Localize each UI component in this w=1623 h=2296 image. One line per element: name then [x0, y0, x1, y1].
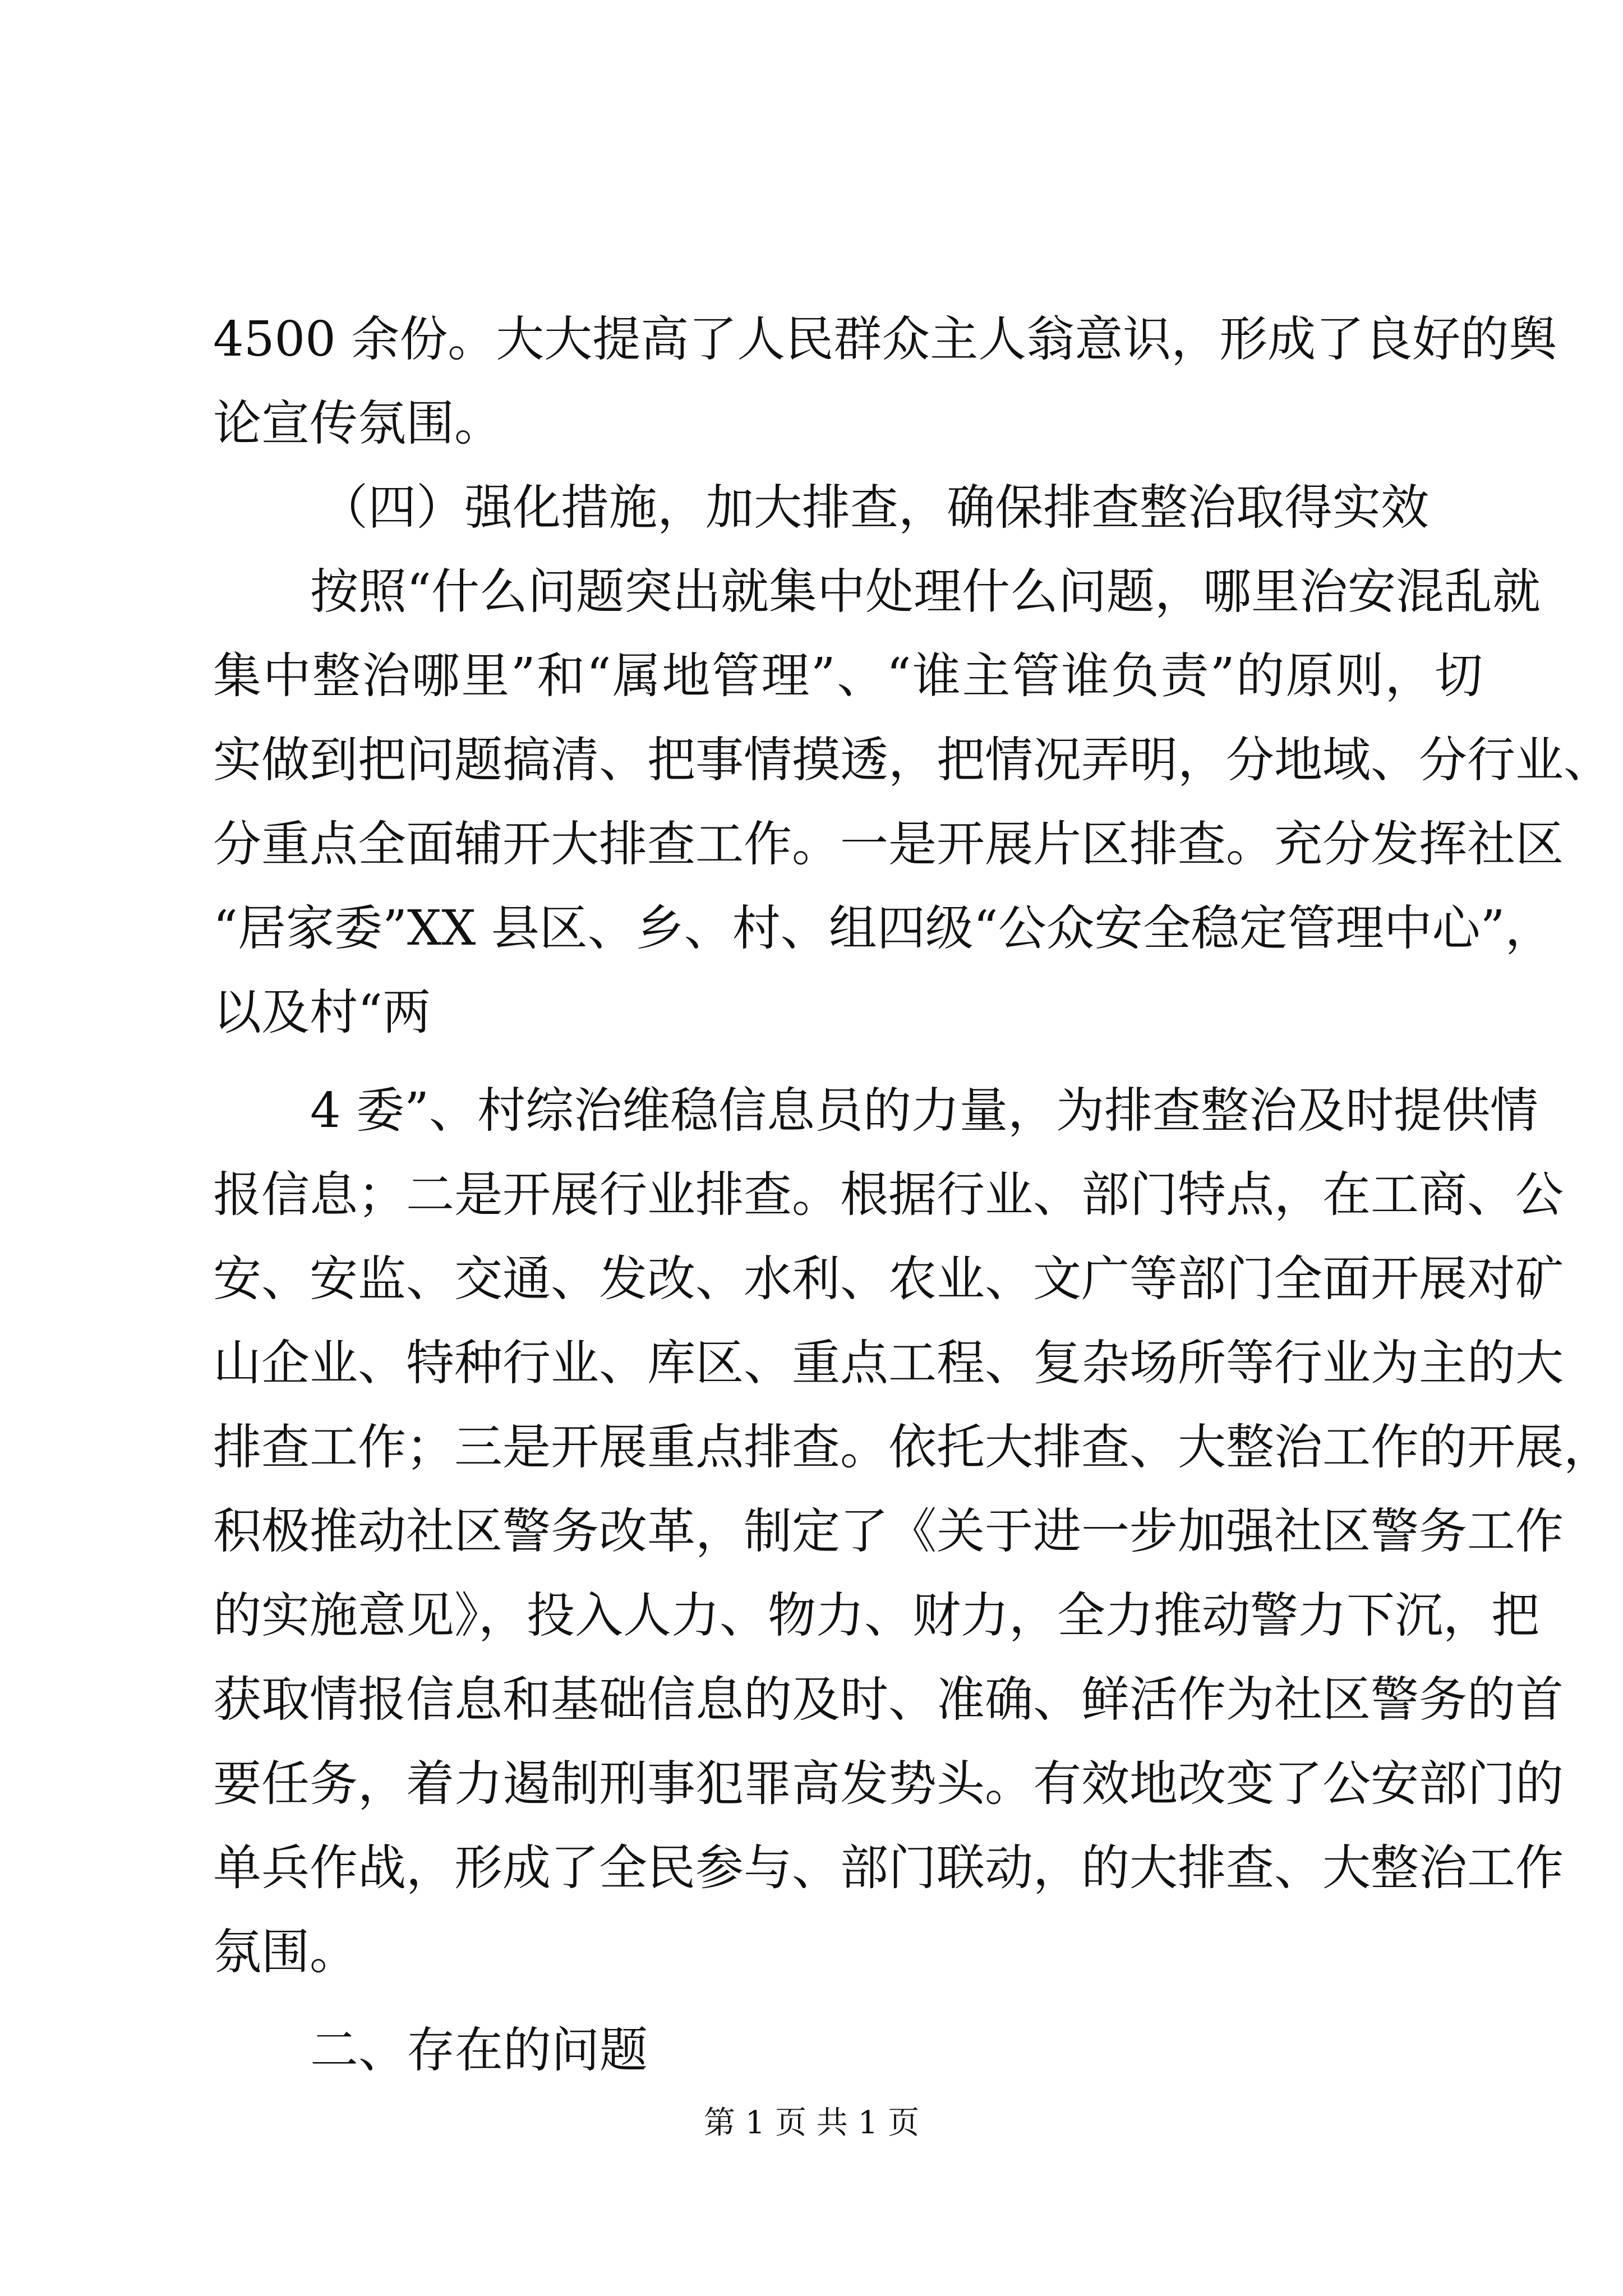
- text-line: 分重点全面辅开大排查工作。一是开展片区排查。充分发挥社区: [213, 816, 1564, 872]
- text-line: 报信息；二是开展行业排查。根据行业、部门特点，在工商、公: [213, 1167, 1564, 1223]
- text-line: 获取情报信息和基础信息的及时、准确、鲜活作为社区警务的首: [213, 1672, 1564, 1728]
- section-heading: 二、存在的问题: [310, 2022, 648, 2078]
- text-line: 实做到把问题搞清、把事情摸透，把情况弄明，分地域、分行业、: [213, 732, 1612, 788]
- text-line: 排查工作；三是开展重点排查。依托大排查、大整治工作的开展，: [213, 1419, 1612, 1475]
- section-heading: （四）强化措施，加大排查，确保排查整治取得实效: [320, 480, 1429, 536]
- text-line: 集中整治哪里”和“属地管理”、“谁主管谁负责”的原则，切: [213, 648, 1483, 704]
- text-line: “居家委”XX 县区、乡、村、组四级“公众安全稳定管理中心”，: [213, 900, 1553, 956]
- text-line: 按照“什么问题突出就集中处理什么问题，哪里治安混乱就: [310, 564, 1541, 620]
- text-line: 以及村“两: [213, 984, 431, 1041]
- text-line: 山企业、特种行业、库区、重点工程、复杂场所等行业为主的大: [213, 1335, 1564, 1391]
- page-footer: 第 1 页 共 1 页: [703, 2105, 920, 2141]
- text-line: 4500 余份。大大提高了人民群众主人翁意识，形成了良好的舆: [213, 311, 1557, 367]
- text-line: 的实施意见》，投入人力、物力、财力，全力推动警力下沉，把: [213, 1588, 1539, 1644]
- text-line: 论宣传氛围。: [213, 395, 502, 452]
- text-line: 氛围。: [213, 1924, 358, 1980]
- text-line: 单兵作战，形成了全民参与、部门联动，的大排查、大整治工作: [213, 1840, 1564, 1896]
- text-line: 4 委”、村综治维稳信息员的力量，为排查整治及时提供情: [310, 1083, 1539, 1139]
- text-line: 要任务，着力遏制刑事犯罪高发势头。有效地改变了公安部门的: [213, 1756, 1564, 1812]
- text-line: 积极推动社区警务改革，制定了《关于进一步加强社区警务工作: [213, 1503, 1564, 1559]
- text-line: 安、安监、交通、发改、水利、农业、文广等部门全面开展对矿: [213, 1251, 1564, 1307]
